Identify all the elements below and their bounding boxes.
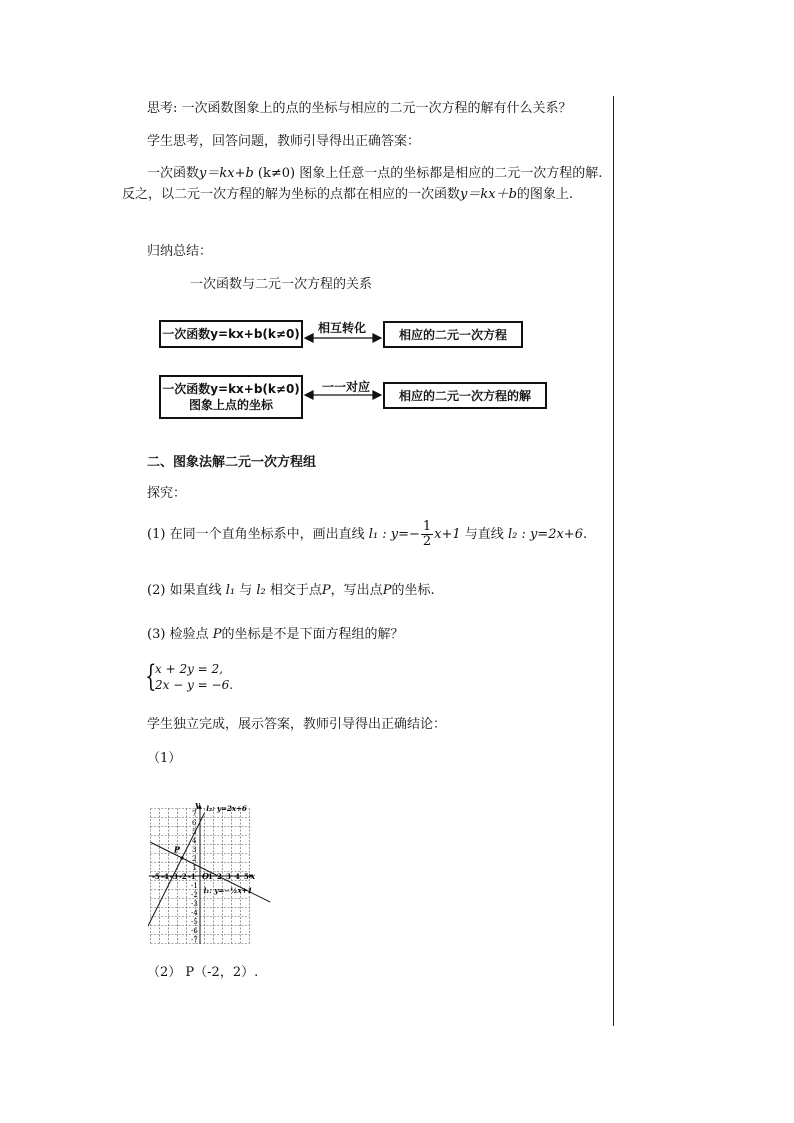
q3-num: (3): [147, 627, 166, 642]
y-axis-label: y: [195, 799, 200, 810]
x-tick-label: 1: [208, 872, 213, 881]
thinking-prompt: 思考: 一次函数图象上的点的坐标与相应的二元一次方程的解有什么关系？: [147, 101, 572, 116]
answer-cond: (k≠0): [253, 166, 300, 181]
q1-fraction: [421, 520, 433, 549]
answer-start: 一次函数: [147, 166, 200, 181]
x-tick-label: 5: [244, 872, 249, 881]
y-tick-label: -3: [191, 900, 198, 908]
x-tick-label: -1: [188, 872, 196, 881]
y-tick-label: -4: [191, 909, 198, 917]
q2-text3: 相交于点: [269, 583, 322, 598]
box-equation: 相应的二元一次方程: [383, 321, 523, 348]
intersection-point: [180, 856, 183, 859]
q1-l2: l₂ : y=2x+6.: [507, 527, 588, 542]
student-response: 学生思考，回答问题，教师引导得出正确答案：: [147, 134, 421, 149]
q1-l1-tail: x+1: [434, 527, 461, 542]
coordinate-graph: [148, 784, 282, 944]
system-eq2: 2x − y = −6.: [155, 678, 234, 692]
y-tick-label: 2: [192, 855, 197, 863]
x-tick-label: -2: [179, 872, 187, 881]
box-point-line1: 一次函数y=kx+b(k≠0): [162, 382, 300, 396]
arrow-top-right-head: [373, 334, 381, 342]
system-eq1: x + 2y = 2,: [155, 662, 223, 676]
question-1: [147, 520, 587, 550]
x-tick-label: 4: [235, 872, 240, 881]
answer-eq1: y＝kx+b: [199, 166, 254, 181]
q1-text: 在同一个直角坐标系中，画出直线: [169, 527, 365, 542]
arrow-label-mutual: 相互转化: [318, 321, 367, 335]
q2-p: P: [321, 583, 331, 598]
x-tick-label: 2: [217, 872, 222, 881]
y-tick-label: -6: [191, 927, 198, 935]
q2-p2: P: [382, 583, 392, 598]
y-tick-label: 7: [192, 810, 197, 818]
part1-label: （1）: [147, 751, 182, 766]
question-2: [147, 582, 435, 600]
answer-end: 的图象上.: [516, 187, 574, 202]
box-equation-solution: 相应的二元一次方程的解: [383, 382, 547, 409]
q2-text2: 与: [239, 583, 253, 598]
q2-num: (2): [147, 583, 166, 598]
q2-text1: 如果直线: [169, 583, 222, 598]
point-p-label: P: [173, 844, 180, 855]
y-tick-label: 4: [192, 837, 197, 845]
y-tick-label: -5: [191, 918, 198, 926]
y-tick-label: 1: [192, 864, 197, 872]
question-3: [147, 626, 403, 644]
q1-frac-den: 2: [422, 534, 432, 549]
box-point-line2: 图象上点的坐标: [188, 398, 273, 412]
arrow-label-correspond: 一一对应: [322, 380, 371, 394]
y-tick-label: -1: [191, 882, 198, 890]
q1-num: (1): [147, 527, 166, 542]
q2-text5: 的坐标.: [391, 583, 435, 598]
q3-p: P: [212, 627, 222, 642]
equation-system: [155, 661, 233, 693]
q1-l1: l₁ : y=−: [368, 527, 420, 542]
q2-text4: ，写出点: [330, 583, 383, 598]
arrow-bottom-right-head: [373, 391, 381, 399]
answer-mid: 图象上任意一点的坐标都是相应的二元一次方程的解.反之，以二元一次方程的解为坐标的点都在相应的一次函数: [122, 166, 603, 202]
y-tick-label: -7: [191, 936, 198, 944]
arrow-bottom-left-head: [305, 391, 313, 399]
diagram-title: 一次函数与二元一次方程的关系: [190, 277, 373, 292]
q1-frac-num: 1: [422, 519, 432, 534]
explore-label: 探究：: [147, 486, 187, 501]
y-tick-label: -2: [191, 891, 198, 899]
y-tick-label: 3: [192, 846, 197, 854]
summary-label: 归纳总结：: [147, 244, 213, 259]
q2-l1: l₁: [225, 583, 236, 598]
section2-heading: 二、图象法解二元一次方程组: [147, 455, 317, 470]
box-linear-function: 一次函数y=kx+b(k≠0): [159, 320, 303, 348]
q3-text1: 检验点: [169, 627, 209, 642]
arrow-top-left-head: [305, 334, 313, 342]
x-tick-label: -5: [152, 872, 160, 881]
student-work: 学生独立完成，展示答案，教师引导得出正确结论：: [147, 717, 447, 732]
q3-text2: 的坐标是不是下面方程组的解？: [221, 627, 404, 642]
x-axis-label: x: [250, 871, 256, 881]
x-tick-label: -4: [161, 872, 169, 881]
line-l1-label: l₁: y=−½x+1: [203, 886, 253, 896]
x-tick-label: 3: [226, 872, 231, 881]
y-tick-label: 5: [192, 828, 197, 836]
origin-label: O: [202, 871, 209, 881]
x-tick-label: -3: [170, 872, 178, 881]
q2-l2: l₂: [256, 583, 266, 598]
q1-and: 与直线: [464, 527, 504, 542]
part2-answer: （2） P（-2，2）.: [147, 965, 259, 980]
line-l2-label: l₂: y=2x+6: [206, 804, 247, 814]
y-tick-label: 6: [192, 819, 197, 827]
system-brace: {: [145, 659, 157, 694]
answer-eq2: y＝kx＋b: [460, 187, 517, 202]
